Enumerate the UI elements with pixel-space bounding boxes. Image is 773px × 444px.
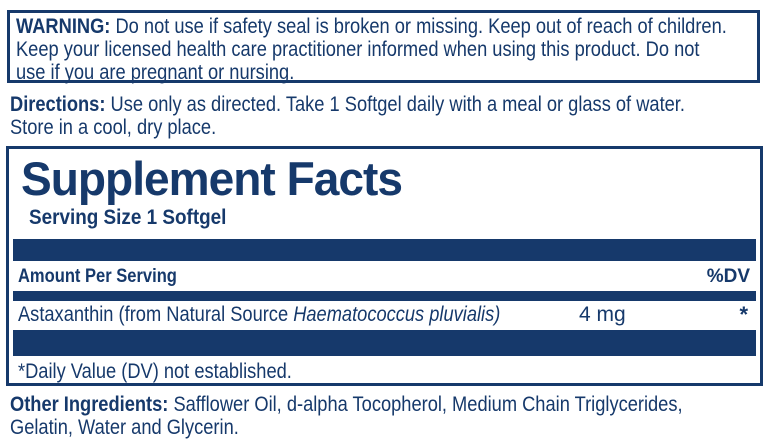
warning-line-2: Keep your licensed health care practitioner informed when using this product. Do not [16, 38, 700, 61]
warning-label: WARNING: [16, 15, 111, 38]
nutrient-name-regular: Astaxanthin (from Natural Source [18, 303, 289, 326]
separator-bar-thick-top [13, 239, 756, 261]
directions-text-1: Use only as directed. Take 1 Softgel daily with a meal or glass of water. [110, 93, 685, 116]
panel-header-row [18, 266, 750, 288]
daily-value-header: %DV [706, 266, 750, 287]
other-ingredients-label: Other Ingredients: [10, 393, 169, 416]
warning-box [7, 10, 760, 83]
directions-label: Directions: [10, 93, 106, 116]
warning-line-3: use if you are pregnant or nursing. [16, 61, 295, 84]
other-ingredients-block [10, 393, 770, 439]
other-ingredients-line-1 [10, 393, 683, 416]
nutrient-row [18, 303, 750, 329]
directions-block [10, 93, 770, 139]
nutrient-name-species: Haematococcus pluvialis) [293, 303, 501, 326]
supplement-facts-title: Supplement Facts [21, 152, 403, 205]
supplement-facts-panel [6, 146, 763, 386]
nutrient-amount: 4 mg [579, 303, 626, 326]
other-ingredients-text-1: Safflower Oil, d-alpha Tocopherol, Medium Chain Triglycerides, [173, 393, 683, 416]
serving-size: Serving Size 1 Softgel [28, 206, 227, 229]
warning-text-1: Do not use if safety seal is broken or missing. Keep out of reach of children. [115, 15, 727, 38]
other-ingredients-line-2: Gelatin, Water and Glycerin. [10, 416, 239, 439]
daily-value-footnote: *Daily Value (DV) not established. [18, 360, 292, 383]
directions-line-2: Store in a cool, dry place. [10, 116, 217, 139]
warning-line-1 [16, 15, 727, 38]
amount-per-serving-header: Amount Per Serving [18, 266, 177, 287]
separator-bar-thick-bottom [13, 330, 756, 356]
nutrient-name [18, 303, 500, 327]
separator-bar-medium [13, 291, 756, 301]
directions-line-1 [10, 93, 685, 116]
nutrient-daily-value: * [739, 302, 748, 327]
